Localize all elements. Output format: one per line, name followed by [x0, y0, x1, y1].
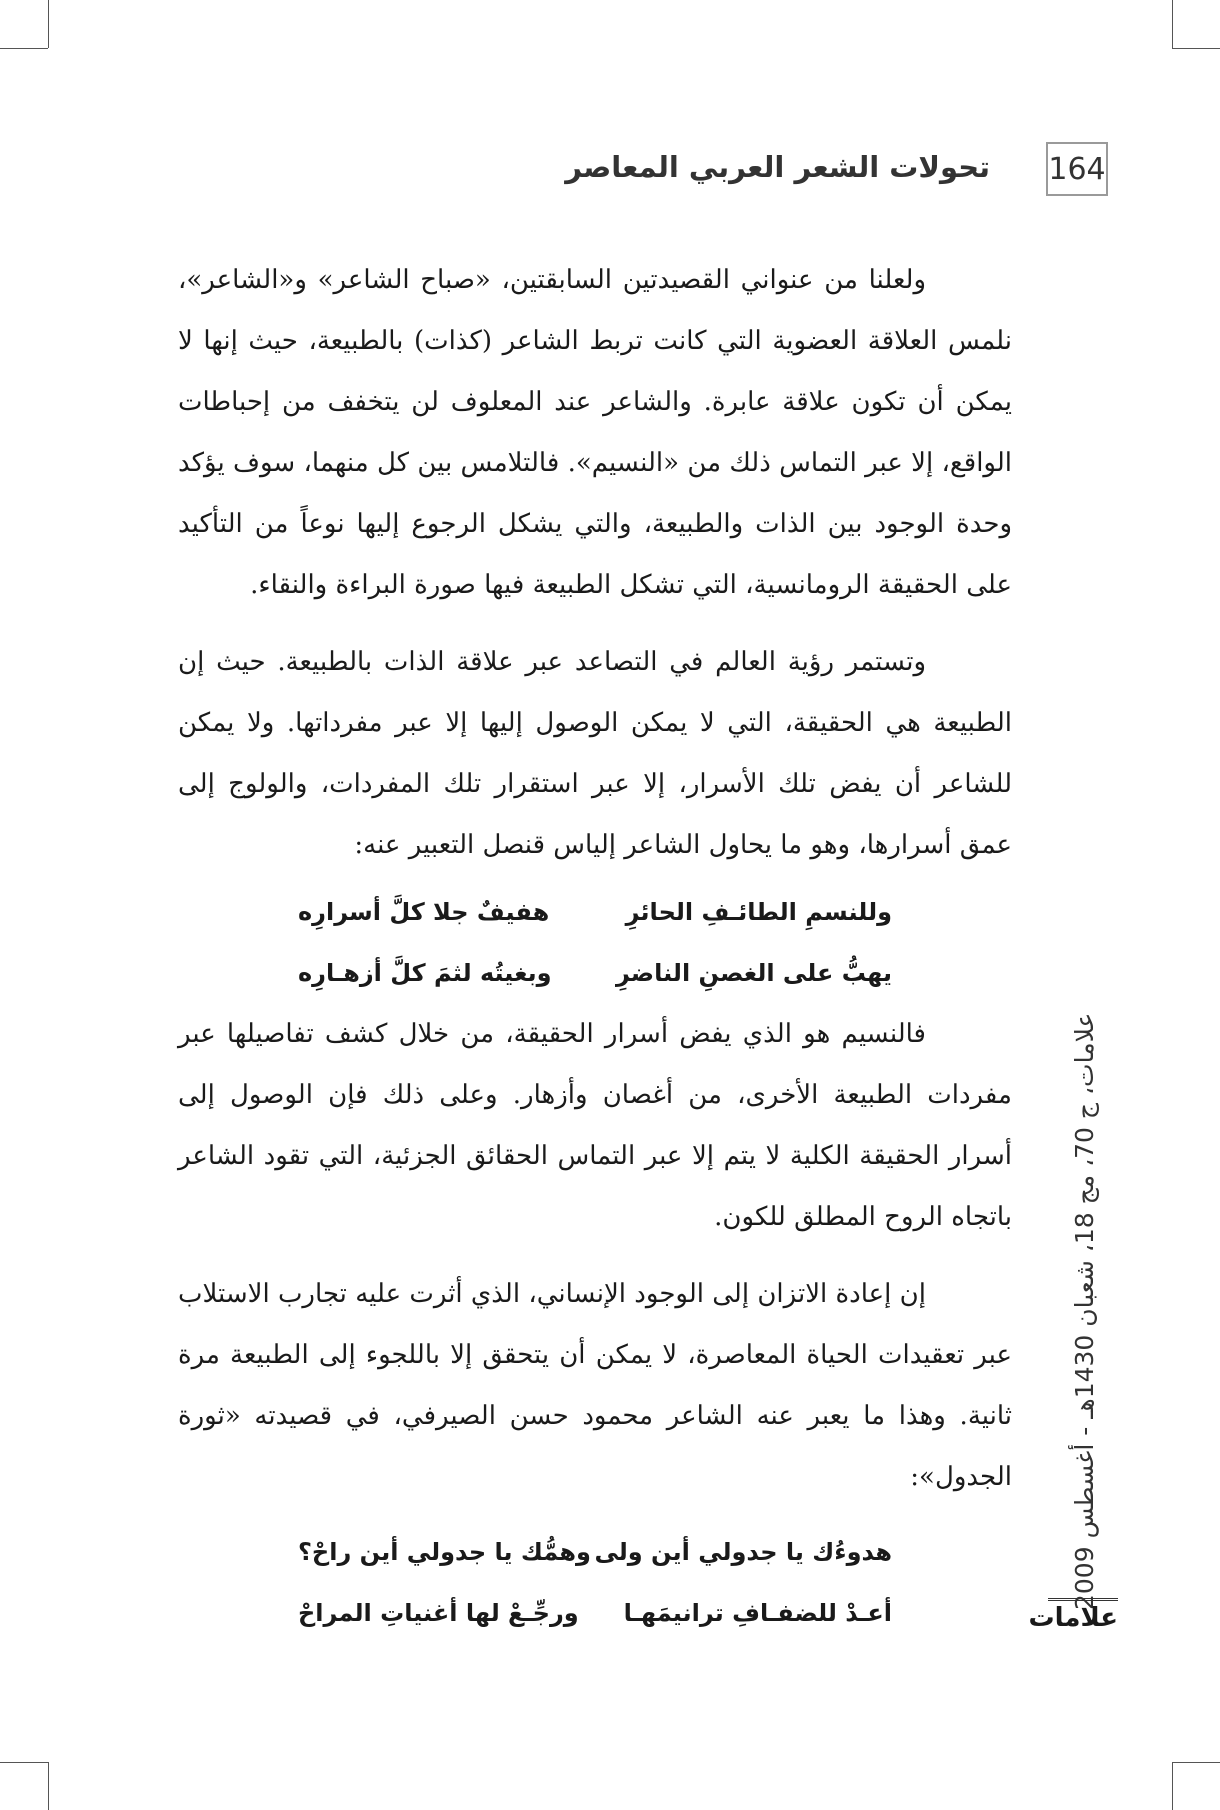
verse-hemistich-right: هدوءُك يا جدولي أين ولى — [594, 1538, 892, 1566]
verse-line — [298, 1522, 892, 1583]
crop-mark — [1172, 48, 1220, 49]
crop-mark — [48, 1762, 49, 1810]
running-header-title: تحولات الشعر العربي المعاصر — [565, 150, 990, 184]
verse-line — [298, 943, 892, 1004]
verse-hemistich-left: ورجِّـعْ لها أغنياتِ المراحْ — [298, 1599, 579, 1627]
verse-hemistich-right: يهبُّ على الغصنِ الناضرِ — [616, 959, 892, 987]
crop-mark — [1172, 1762, 1220, 1763]
verse-hemistich-left: وهمُّك يا جدولي أين راحْ؟ — [298, 1538, 591, 1566]
crop-mark — [0, 48, 48, 49]
paragraph: فالنسيم هو الذي يفض أسرار الحقيقة، من خلال كشف تفاصيلها عبر مفردات الطبيعة الأخرى، من أغصان وأزهار. وعلى ذلك فإن الوصول إلى أسرار الحقيقة الكلية لا يتم إلا عبر التماس الحقائق الجزئية، التي تقود الشاعر باتجاه الروح المطلق للكون. — [178, 1019, 1012, 1232]
poem-excerpt — [298, 876, 892, 1004]
crop-mark — [48, 0, 49, 48]
verse-hemistich-left: هفيفٌ جلا كلَّ أسرارِه — [298, 898, 550, 926]
crop-mark — [1172, 0, 1173, 48]
crop-mark — [0, 1762, 48, 1763]
page-number: 164 — [1046, 142, 1108, 196]
paragraph: وتستمر رؤية العالم في التصاعد عبر علاقة الذات بالطبيعة. حيث إن الطبيعة هي الحقيقة، التي لا يمكن الوصول إليها إلا عبر مفرداتها. ولا يمكن للشاعر أن يفض تلك الأسرار، إلا عبر استقرار تلك المفردات، والولوج إلى عمق أسرارها، وهو ما يحاول الشاعر إلياس قنصل التعبير عنه: — [178, 647, 1012, 860]
journal-issue-info: علامات، ج 70، مج 18، شعبان 1430هـ - أغسطس 2009 — [1070, 1012, 1099, 1610]
paragraph: ولعلنا من عنواني القصيدتين السابقتين، «صباح الشاعر» و«الشاعر»، نلمس العلاقة العضوية التي كانت تربط الشاعر (كذات) بالطبيعة، حيث إنها لا يمكن أن تكون علاقة عابرة. والشاعر عند المعلوف لن يتخفف من إحباطات الواقع، إلا عبر التماس ذلك من «النسيم». فالتلامس بين كل منهما، سوف يؤكد وحدة الوجود بين الذات والطبيعة، والتي يشكل الرجوع إليها نوعاً من التأكيد على الحقيقة الرومانسية، التي تشكل الطبيعة فيها صورة البراءة والنقاء. — [178, 265, 1012, 600]
crop-mark — [1172, 1762, 1173, 1810]
verse-hemistich-left: وبغيتُه لثمَ كلَّ أزهـارِه — [298, 959, 552, 987]
verse-line — [298, 1583, 892, 1644]
journal-logo: علامات — [1048, 1598, 1118, 1633]
verse-hemistich-right: أعـدْ للضفـافِ ترانيمَهـا — [623, 1599, 892, 1627]
poem-excerpt — [298, 1508, 892, 1644]
paragraph: إن إعادة الاتزان إلى الوجود الإنساني، الذي أثرت عليه تجارب الاستلاب عبر تعقيدات الحياة المعاصرة، لا يمكن أن يتحقق إلا باللجوء إلى الطبيعة مرة ثانية. وهذا ما يعبر عنه الشاعر محمود حسن الصيرفي، في قصيدته «ثورة الجدول»: — [178, 1279, 1012, 1492]
verse-line — [298, 882, 892, 943]
article-body — [178, 250, 1012, 1644]
verse-hemistich-right: وللنسمِ الطائـفِ الحائرِ — [625, 898, 892, 926]
